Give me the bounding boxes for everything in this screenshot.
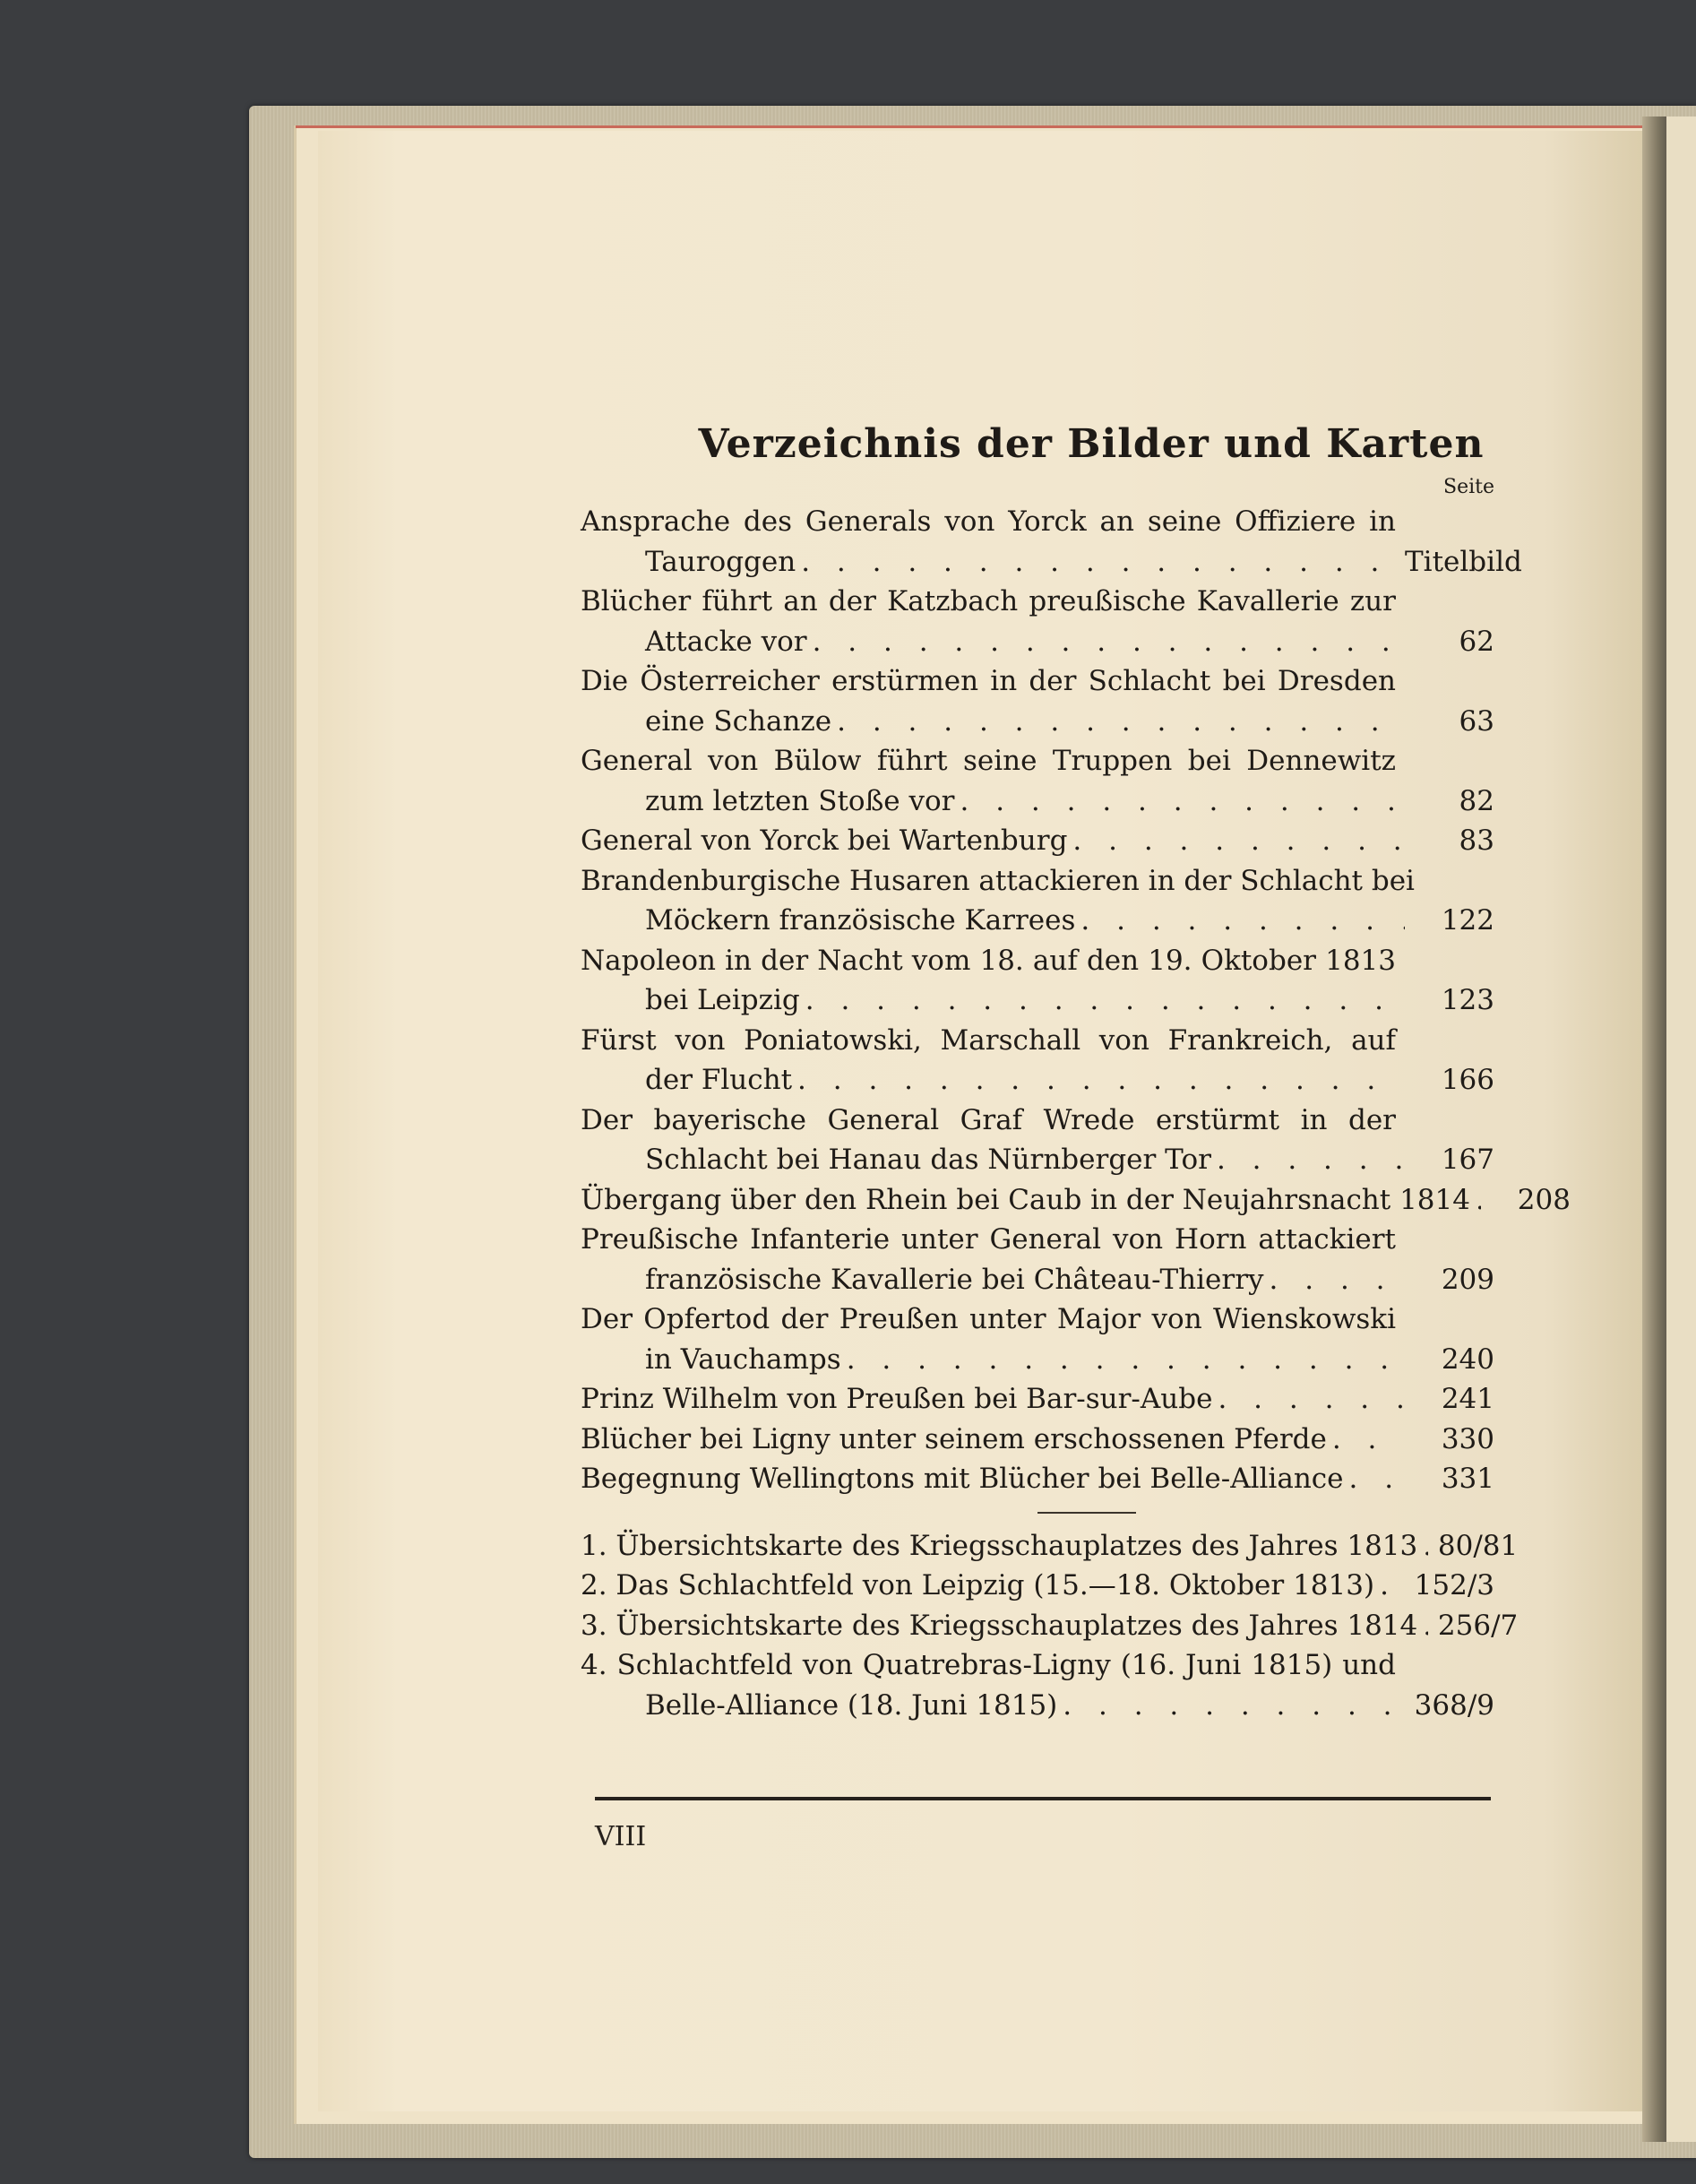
entry-title: in Vauchamps	[645, 1342, 841, 1376]
entry-title: zum letzten Stoße vor	[645, 784, 955, 817]
entry-line: Der Opfertod der Preußen unter Major von Wienskowski	[581, 1303, 1396, 1335]
leader-dots	[792, 1060, 1405, 1101]
leader-dots	[1057, 1686, 1405, 1726]
list-item	[581, 821, 1494, 861]
entry-line: Die Österreicher erstürmen in der Schlacht bei Dresden	[581, 665, 1396, 697]
list-item	[581, 1299, 1494, 1379]
list-item	[581, 1220, 1494, 1299]
leader-dots	[807, 622, 1405, 662]
entry-title: 3. Übersichtskarte des Kriegsschauplatzes des Jahres 1814	[581, 1609, 1418, 1642]
entry-title: Möckern französische Karrees	[645, 904, 1076, 937]
leader-dots	[1264, 1260, 1405, 1300]
entry-title: 1. Übersichtskarte des Kriegsschauplatzes des Jahres 1813	[581, 1529, 1418, 1562]
entry-title: Übergang über den Rhein bei Caub in der Neujahrsnacht 1814	[581, 1183, 1470, 1216]
list-item	[581, 1379, 1494, 1420]
page-red-edge	[296, 125, 1675, 128]
entry-line	[581, 1686, 1494, 1726]
entry-line	[581, 1060, 1494, 1101]
entry-line	[581, 702, 1494, 742]
entry-line	[581, 1379, 1494, 1420]
entry-page: 208	[1517, 1183, 1571, 1216]
entry-line	[581, 1340, 1494, 1380]
entry-title: französische Kavallerie bei Château-Thierry	[645, 1263, 1264, 1296]
entry-line: Napoleon in der Nacht vom 18. auf den 19. Oktober 1813	[581, 944, 1396, 977]
entry-title: Attacke vor	[645, 625, 807, 658]
list-item	[581, 1566, 1494, 1606]
leader-dots	[954, 781, 1405, 822]
list-item	[581, 1101, 1494, 1180]
pictures-list	[581, 502, 1571, 1499]
book-gutter	[1642, 117, 1669, 2142]
list-item	[581, 861, 1494, 941]
entry-page: 209	[1441, 1263, 1494, 1296]
list-item	[581, 1420, 1494, 1460]
entry-title: bei Leipzig	[645, 984, 800, 1016]
list-item	[581, 941, 1494, 1021]
entry-line	[581, 1526, 1519, 1567]
entry-title: Blücher bei Ligny unter seinem erschossenen Pferde	[581, 1422, 1327, 1455]
leader-dots	[1417, 1606, 1428, 1646]
entry-page: 152/3	[1414, 1569, 1494, 1601]
facing-page-edge	[1666, 117, 1696, 2142]
entry-line	[581, 622, 1494, 662]
leader-dots	[796, 542, 1405, 583]
entry-page: 83	[1459, 824, 1494, 857]
leader-dots	[1470, 1180, 1481, 1221]
leader-dots	[831, 702, 1405, 742]
maps-list	[581, 1526, 1519, 1726]
page-title: Verzeichnis der Bilder und Karten	[698, 421, 1485, 467]
list-item	[581, 582, 1494, 661]
entry-line	[581, 1420, 1494, 1460]
entry-line: Blücher führt an der Katzbach preußische Kavallerie zur	[581, 585, 1396, 617]
entry-line	[581, 781, 1494, 822]
entry-line	[581, 1260, 1494, 1300]
leader-dots	[1212, 1379, 1405, 1420]
entry-page: 80/81	[1437, 1529, 1519, 1562]
leader-dots	[1067, 821, 1405, 861]
entry-page: 331	[1441, 1463, 1494, 1495]
entry-title: eine Schanze	[645, 704, 832, 738]
list-item	[581, 1459, 1494, 1499]
entry-page: 256/7	[1437, 1609, 1519, 1642]
entry-page: 241	[1441, 1383, 1494, 1415]
list-item	[581, 1606, 1519, 1646]
entry-page: 123	[1441, 984, 1494, 1016]
section-separator	[1037, 1512, 1136, 1514]
entry-page: 62	[1459, 625, 1494, 658]
entry-line: 4. Schlachtfeld von Quatrebras-Ligny (16. Juni 1815) und	[581, 1649, 1396, 1681]
entry-page: 368/9	[1414, 1688, 1494, 1722]
entry-title: der Flucht	[645, 1064, 793, 1096]
table-of-illustrations	[581, 421, 1571, 1725]
leader-dots	[1075, 901, 1405, 941]
leader-dots	[1327, 1420, 1405, 1460]
entry-title: Belle-Alliance (18. Juni 1815)	[645, 1688, 1058, 1722]
entry-page: 122	[1441, 904, 1494, 937]
footer-rule	[595, 1797, 1491, 1800]
entry-page: 167	[1441, 1144, 1494, 1176]
entry-line	[581, 821, 1494, 861]
list-item	[581, 1526, 1519, 1567]
leader-dots	[1344, 1459, 1406, 1499]
list-item	[581, 661, 1494, 741]
entry-line	[581, 1566, 1494, 1606]
list-item	[581, 1021, 1494, 1101]
entry-title: Prinz Wilhelm von Preußen bei Bar-sur-Aube	[581, 1383, 1213, 1415]
entry-line	[581, 542, 1522, 583]
leader-dots	[841, 1340, 1405, 1380]
list-item	[581, 741, 1494, 821]
entry-page: 166	[1441, 1064, 1494, 1096]
entry-title: Schlacht bei Hanau das Nürnberger Tor	[645, 1144, 1211, 1176]
leader-dots	[800, 980, 1405, 1021]
entry-page: 63	[1459, 704, 1494, 738]
leader-dots	[1211, 1140, 1405, 1180]
entry-page: 240	[1441, 1342, 1494, 1376]
page-column-label: Seite	[1443, 476, 1494, 498]
entry-line: Brandenburgische Husaren attackieren in der Schlacht bei	[581, 864, 1415, 897]
entry-page: 330	[1441, 1422, 1494, 1455]
entry-title: 2. Das Schlachtfeld von Leipzig (15.—18. Oktober 1813)	[581, 1569, 1375, 1601]
entry-line	[581, 1606, 1519, 1646]
list-item	[581, 502, 1522, 582]
entry-title: Tauroggen	[645, 545, 796, 578]
page-number: VIII	[595, 1821, 647, 1852]
entry-line: Der bayerische General Graf Wrede erstürmt in der	[581, 1103, 1396, 1136]
entry-line: General von Bülow führt seine Truppen bei Dennewitz	[581, 745, 1396, 777]
entry-title: General von Yorck bei Wartenburg	[581, 824, 1068, 857]
list-item	[581, 1180, 1571, 1221]
entry-line: Fürst von Poniatowski, Marschall von Frankreich, auf	[581, 1023, 1396, 1057]
entry-line	[581, 1140, 1494, 1180]
entry-line	[581, 1459, 1494, 1499]
entry-title: Begegnung Wellingtons mit Blücher bei Belle-Alliance	[581, 1463, 1344, 1495]
entry-page: 82	[1459, 784, 1494, 817]
leader-dots	[1374, 1566, 1405, 1606]
leader-dots	[1417, 1526, 1428, 1567]
entry-page: Titelbild	[1405, 545, 1522, 578]
entry-line	[581, 980, 1494, 1021]
list-item	[581, 1645, 1494, 1725]
entry-line	[581, 1180, 1571, 1221]
entry-line: Ansprache des Generals von Yorck an seine Offiziere in	[581, 505, 1396, 538]
entry-line: Preußische Infanterie unter General von Horn attackiert	[581, 1223, 1396, 1256]
entry-line	[581, 901, 1494, 941]
